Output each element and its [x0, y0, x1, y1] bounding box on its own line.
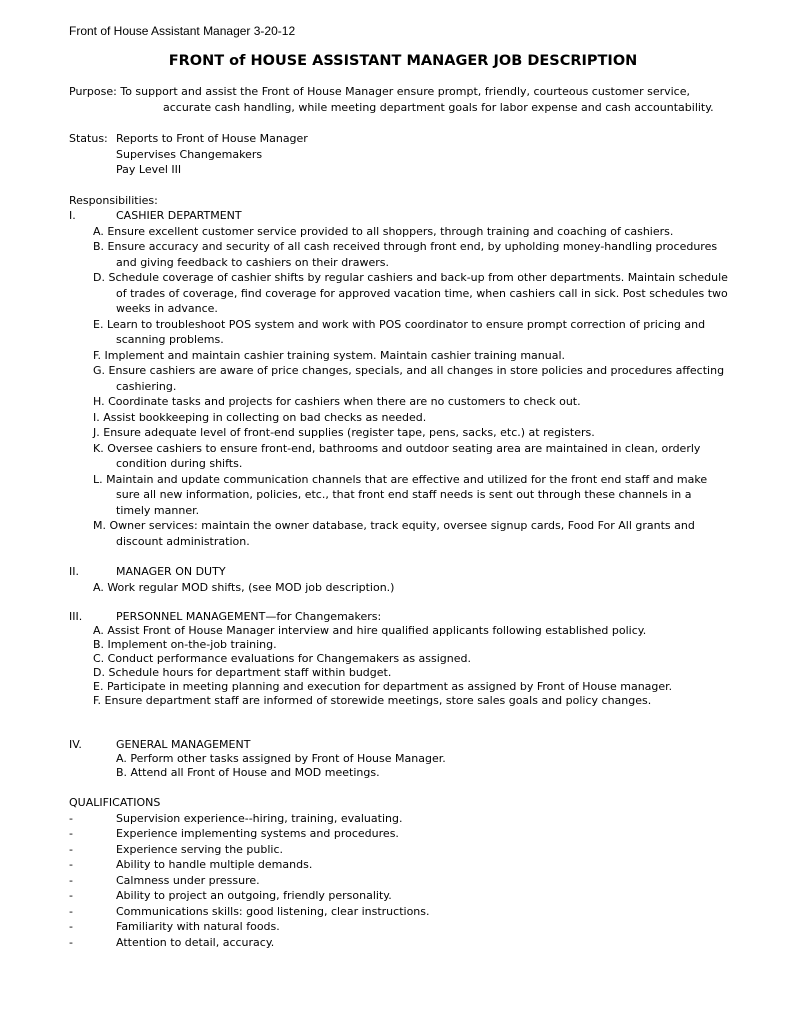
- list-item: H. Coordinate tasks and projects for cashiers when there are no customers to check out.: [93, 395, 581, 408]
- section-title: MANAGER ON DUTY: [116, 565, 226, 578]
- section-heading: [69, 610, 729, 624]
- list-item: G. Ensure cashiers are aware of price changes, specials, and all changes in store policies and procedures affecting cashiering.: [93, 364, 725, 393]
- list-item: I. Assist bookkeeping in collecting on bad checks as needed.: [93, 410, 427, 424]
- list-item: E. Learn to troubleshoot POS system and work with POS coordinator to ensure prompt correction of pricing and scanning problems.: [93, 317, 706, 346]
- section-heading: [69, 208, 729, 224]
- section-number: IV.: [69, 738, 82, 751]
- list-item: A. Work regular MOD shifts, (see MOD job description.): [93, 580, 395, 594]
- list-item: L. Maintain and update communication channels that are effective and utilized for the front end staff and make sure all new information, policies, etc., that front end staff needs is sent out through these channels in a timely manner.: [93, 472, 708, 517]
- qualification-item: - Ability to handle multiple demands.: [69, 858, 313, 871]
- list-item: M. Owner services: maintain the owner database, track equity, oversee signup cards, Food For All grants and discount administration.: [93, 519, 695, 548]
- list-item: A. Ensure excellent customer service provided to all shoppers, through training and coaching of cashiers.: [93, 224, 674, 238]
- list-item: K. Oversee cashiers to ensure front-end, bathrooms and outdoor seating area are maintained in clean, orderly condition during shifts.: [93, 441, 701, 470]
- section-number: II.: [69, 565, 79, 578]
- section-heading: [69, 738, 729, 752]
- qualification-item: - Ability to project an outgoing, friendly personality.: [69, 889, 392, 902]
- list-item: A. Assist Front of House Manager interview and hire qualified applicants following established policy.: [93, 624, 647, 637]
- qualification-item: - Attention to detail, accuracy.: [69, 935, 275, 949]
- qualification-item: - Supervision experience--hiring, training, evaluating.: [69, 811, 403, 825]
- list-item: D. Schedule hours for department staff within budget.: [93, 666, 392, 679]
- section-title: CASHIER DEPARTMENT: [116, 209, 242, 222]
- section-number: I.: [69, 209, 76, 222]
- qualification-item: - Familiarity with natural foods.: [69, 920, 280, 933]
- list-item: F. Implement and maintain cashier training system. Maintain cashier training manual.: [93, 348, 566, 362]
- list-item: E. Participate in meeting planning and execution for department as assigned by Front of House manager.: [93, 680, 673, 693]
- list-item: B. Attend all Front of House and MOD meetings.: [116, 766, 380, 779]
- document-page: [69, 23, 729, 950]
- list-item: D. Schedule coverage of cashier shifts by regular cashiers and back-up from other departments. Maintain schedule of trades of coverage, find coverage for approved vacation time, when cashiers call in sick. Post schedules two weeks in advance.: [93, 271, 728, 315]
- qualification-item: - Experience implementing systems and procedures.: [69, 827, 399, 840]
- list-item: J. Ensure adequate level of front-end supplies (register tape, pens, sacks, etc.) at registers.: [93, 426, 595, 439]
- qualification-item: - Calmness under pressure.: [69, 873, 260, 887]
- section-number: III.: [69, 610, 83, 623]
- purpose-paragraph: Purpose: To support and assist the Front of House Manager ensure prompt, friendly, courteous customer service, accurate cash handling, while meeting department goals for labor expense and cash accountability.: [69, 85, 714, 114]
- qualification-item: - Experience serving the public.: [69, 842, 284, 856]
- qualifications-label: QUALIFICATIONS: [69, 796, 161, 809]
- section-title: GENERAL MANAGEMENT: [116, 738, 251, 751]
- list-item: F. Ensure department staff are informed of storewide meetings, store sales goals and policy changes.: [93, 694, 652, 707]
- status-line: Pay Level III: [116, 163, 182, 176]
- responsibilities-label: Responsibilities:: [69, 193, 158, 207]
- status-label: Status:: [69, 132, 108, 145]
- document-title: FRONT of HOUSE ASSISTANT MANAGER JOB DESCRIPTION: [168, 53, 638, 69]
- list-item: A. Perform other tasks assigned by Front of House Manager.: [116, 752, 446, 765]
- status-line: Supervises Changemakers: [116, 147, 263, 161]
- list-item: C. Conduct performance evaluations for Changemakers as assigned.: [93, 652, 472, 665]
- status-line: Reports to Front of House Manager: [116, 132, 308, 145]
- section-title: PERSONNEL MANAGEMENT—for Changemakers:: [116, 610, 382, 623]
- list-item: B. Implement on-the-job training.: [93, 638, 277, 651]
- page-header: Front of House Assistant Manager 3-20-12: [69, 24, 296, 38]
- status-block: [69, 131, 729, 178]
- qualification-item: - Communications skills: good listening, clear instructions.: [69, 904, 430, 918]
- list-item: B. Ensure accuracy and security of all cash received through front end, by upholding money-handling procedures and giving feedback to cashiers on their drawers.: [93, 240, 718, 269]
- section-heading: [69, 564, 729, 580]
